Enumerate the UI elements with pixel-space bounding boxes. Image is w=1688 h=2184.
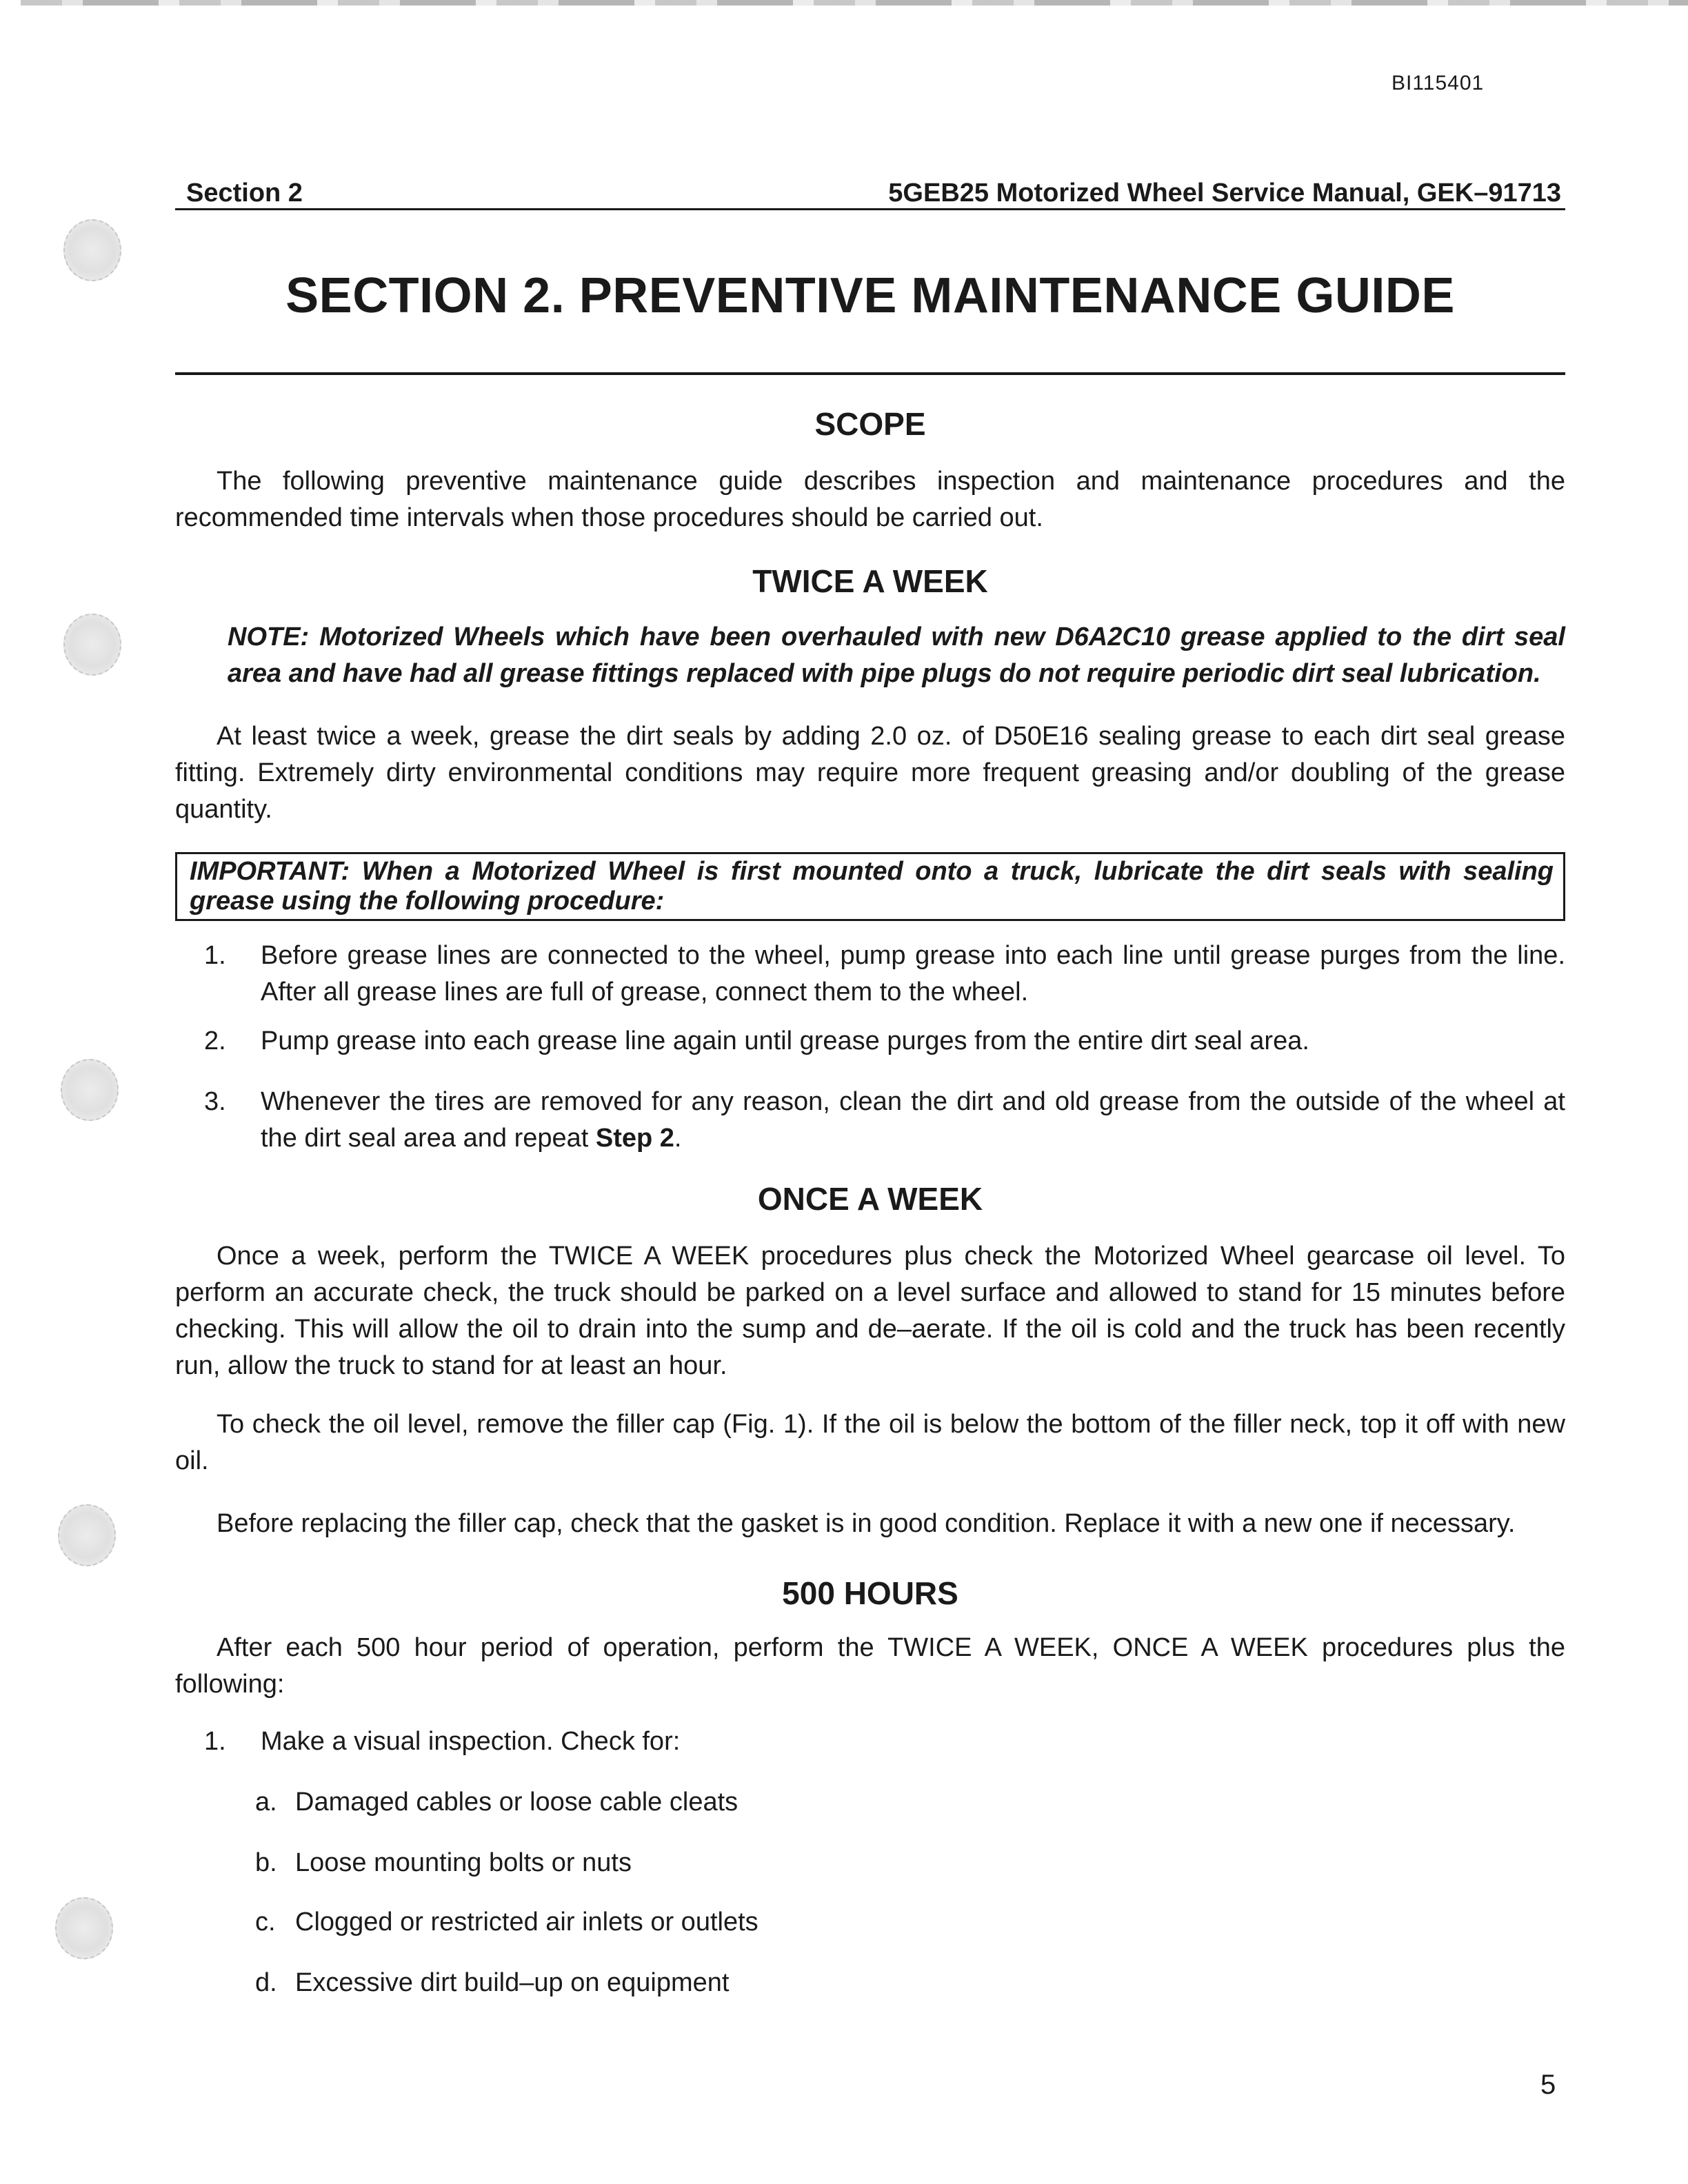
title-rule [175,372,1565,375]
header-section: Section 2 [186,179,303,208]
heading-scope: SCOPE [814,406,926,442]
twice-a-week-text: At least twice a week, grease the dirt seals by adding 2.0 oz. of D50E16 sealing grease to each dirt seal grease fitting. Extremely dirty environmental conditions may require more frequent greasing and/or doubling of the grease quantity. [175,722,1565,824]
check-letter: a. [255,1788,277,1817]
check-letter: d. [255,1968,277,1997]
running-header [175,170,1565,210]
binder-hole-3 [61,1059,119,1121]
check-letter: b. [255,1848,277,1877]
list-item [204,1723,1565,1760]
heading-500-hours: 500 HOURS [782,1575,958,1611]
step-text-end: . [674,1124,682,1153]
step-number: 2. [204,1027,226,1055]
step-text [261,1084,1565,1157]
500-hours-text: After each 500 hour period of operation, perform the TWICE A WEEK, ONCE A WEEK procedures plus the following: [175,1633,1565,1699]
check-text: Clogged or restricted air inlets or outlets [295,1908,758,1937]
binder-hole-5 [55,1897,113,1959]
important-box: IMPORTANT: When a Motorized Wheel is first mounted onto a truck, lubricate the dirt seals with sealing grease using the following procedure: [175,852,1565,921]
list-item [204,1023,1565,1060]
step-text: Before grease lines are connected to the wheel, pump grease into each line until grease purges from the line. After all grease lines are full of grease, connect them to the wheel. [261,941,1565,1007]
check-letter: c. [255,1908,276,1937]
check-text: Loose mounting bolts or nuts [295,1848,632,1877]
heading-twice-a-week: TWICE A WEEK [752,563,988,599]
list-item [255,1965,1565,2001]
list-item [204,938,1565,1011]
note-text: NOTE: Motorized Wheels which have been overhauled with new D6A2C10 grease applied to the dirt seal area and have had all grease fittings replaced with pipe plugs do not require periodic dirt seal lubrication. [228,623,1565,688]
list-item [204,1084,1565,1157]
step-reference: Step 2 [595,1124,674,1153]
document-id: BI115401 [1391,72,1485,94]
oil-level-text: To check the oil level, remove the filler cap (Fig. 1). If the oil is below the bottom of the filler neck, top it off with new oil. [175,1410,1565,1475]
step-number: 1. [204,1727,226,1756]
check-text: Damaged cables or loose cable cleats [295,1788,738,1817]
page-number: 5 [1540,2070,1556,2100]
scan-edge-artifact [21,0,1688,6]
binder-hole-1 [63,219,121,281]
step-text: Pump grease into each grease line again until grease purges from the entire dirt seal area. [261,1027,1309,1055]
filler-cap-text: Before replacing the filler cap, check that the gasket is in good condition. Replace it with a new one if necessary. [217,1509,1516,1538]
step-number: 3. [204,1087,226,1116]
step-text-main: Whenever the tires are removed for any reason, clean the dirt and old grease from the outside of the wheel at the dirt seal area and repeat [261,1087,1565,1153]
section-title: SECTION 2. PREVENTIVE MAINTENANCE GUIDE [285,268,1455,323]
list-item [255,1784,1565,1821]
step-number: 1. [204,941,226,970]
header-manual-title: 5GEB25 Motorized Wheel Service Manual, GEK–91713 [888,179,1561,208]
check-text: Excessive dirt build–up on equipment [295,1968,730,1997]
binder-hole-4 [58,1504,116,1566]
list-item [255,1845,1565,1881]
step-text: Make a visual inspection. Check for: [261,1727,681,1756]
list-item [255,1904,1565,1941]
binder-hole-2 [63,614,121,676]
once-a-week-text: Once a week, perform the TWICE A WEEK procedures plus check the Motorized Wheel gearcase oil level. To perform an accurate check, the truck should be parked on a level surface and allowed to stand for 15 minutes before checking. This will allow the oil to drain into the sump and de–aerate. If the oil is cold and the truck has been recently run, allow the truck to stand for at least an hour. [175,1242,1565,1380]
scope-text: The following preventive maintenance guide describes inspection and maintenance procedures and the recommended time intervals when those procedures should be carried out. [175,467,1565,532]
heading-once-a-week: ONCE A WEEK [757,1181,983,1217]
